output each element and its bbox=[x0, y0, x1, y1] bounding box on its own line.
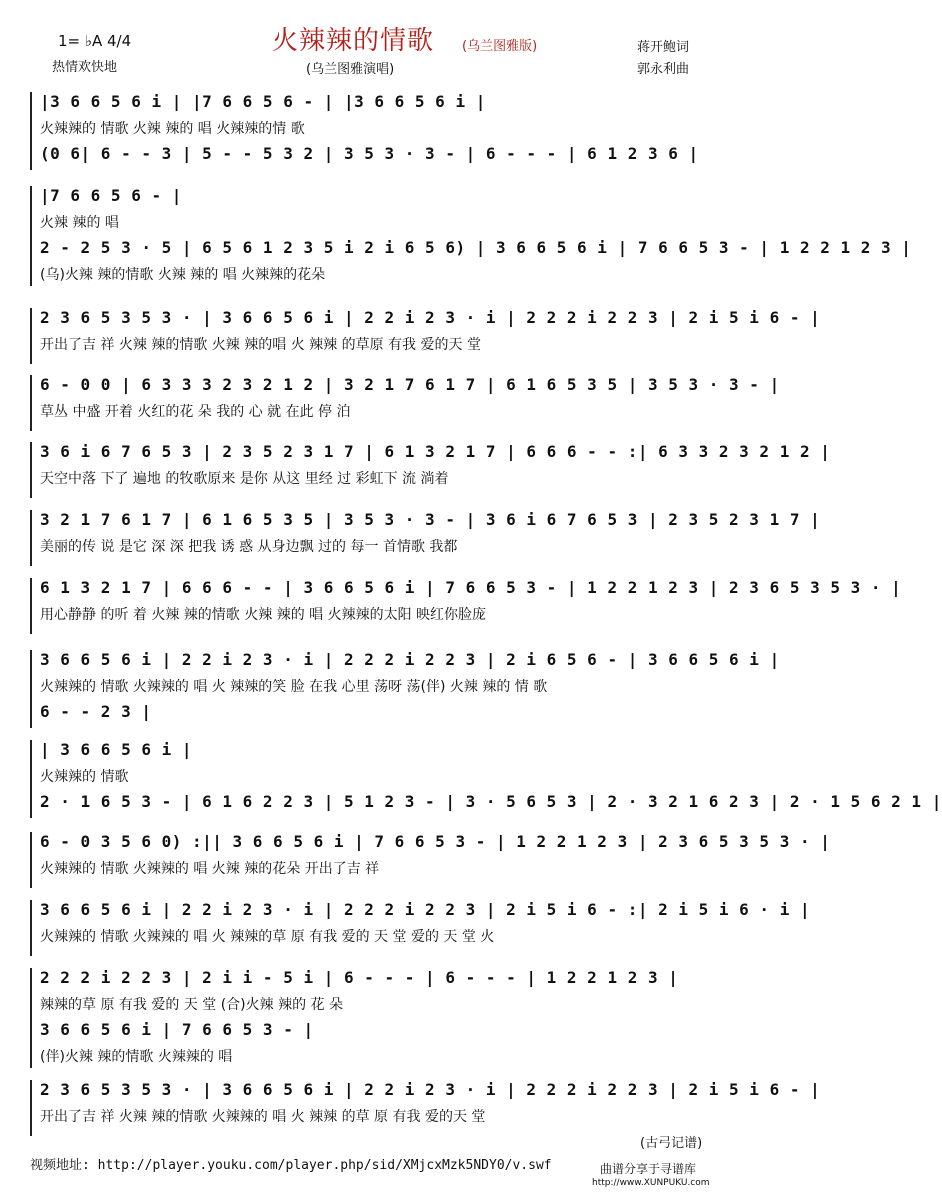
system-bracket bbox=[30, 832, 32, 888]
composer-credit: 郭永利曲 bbox=[637, 62, 690, 77]
notation-line-secondary: 2 · 1 6 5 3 - | 6 1 6 2 2 3 | 5 1 2 3 - | 3 · 5 6 5 3 | 2 · 3 2 1 6 2 3 | 2 · 1 5 6 2 1 | bbox=[40, 792, 942, 811]
notation-line: 3 6 6 5 6 i | 2 2 i 2 3 · i | 2 2 2 i 2 2 3 | 2 i 5 i 6 - :| 2 i 5 i 6 · i | bbox=[40, 900, 811, 919]
system-bracket bbox=[30, 442, 32, 498]
lyrics-line-secondary: (乌)火辣 辣的情歌 火辣 辣的 唱 火辣辣的花朵 bbox=[40, 267, 326, 283]
lyrics-line: 火辣辣的 情歌 火辣辣的 唱 火 辣辣的笑 脸 在我 心里 荡呀 荡(伴) 火辣 辣的 情 歌 bbox=[40, 679, 548, 695]
notation-line: |7 6 6 5 6 - | bbox=[40, 186, 182, 205]
lyrics-line: 火辣辣的 情歌 火辣辣的 唱 火 辣辣的草 原 有我 爱的 天 堂 爱的 天 堂 火 bbox=[40, 929, 495, 945]
watermark-url: http://www.XUNPUKU.com bbox=[592, 1178, 710, 1188]
lyrics-line: 开出了吉 祥 火辣 辣的情歌 火辣 辣的唱 火 辣辣 的草原 有我 爱的天 堂 bbox=[40, 337, 481, 353]
lyricist-credit: 蒋开鲍词 bbox=[637, 40, 690, 55]
lyrics-line: 火辣辣的 情歌 bbox=[40, 769, 129, 785]
notation-line: 3 2 1 7 6 1 7 | 6 1 6 5 3 5 | 3 5 3 · 3 - | 3 6 i 6 7 6 5 3 | 2 3 5 2 3 1 7 | bbox=[40, 510, 821, 529]
tempo-mood: 热情欢快地 bbox=[52, 60, 118, 75]
notation-line: | 3 6 6 5 6 i | bbox=[40, 740, 192, 759]
system-bracket bbox=[30, 186, 32, 286]
notation-line: 2 3 6 5 3 5 3 · | 3 6 6 5 6 i | 2 2 i 2 3 · i | 2 2 2 i 2 2 3 | 2 i 5 i 6 - | bbox=[40, 1080, 821, 1099]
song-subtitle: (乌兰图雅版) bbox=[462, 39, 538, 54]
notation-line-secondary: 3 6 6 5 6 i | 7 6 6 5 3 - | bbox=[40, 1020, 314, 1039]
system-bracket bbox=[30, 510, 32, 566]
song-title: 火辣辣的情歌 bbox=[272, 26, 435, 56]
system-bracket bbox=[30, 740, 32, 818]
key-signature: 1= ♭A 4/4 bbox=[58, 32, 132, 50]
lyrics-line: 火辣 辣的 唱 bbox=[40, 215, 119, 231]
notation-line: 2 2 2 i 2 2 3 | 2 i i - 5 i | 6 - - - | 6 - - - | 1 2 2 1 2 3 | bbox=[40, 968, 679, 987]
lyrics-line: 辣辣的草 原 有我 爱的 天 堂 (合)火辣 辣的 花 朵 bbox=[40, 997, 343, 1013]
notation-line: 3 6 6 5 6 i | 2 2 i 2 3 · i | 2 2 2 i 2 2 3 | 2 i 6 5 6 - | 3 6 6 5 6 i | bbox=[40, 650, 780, 669]
notation-line: 6 1 3 2 1 7 | 6 6 6 - - | 3 6 6 5 6 i | 7 6 6 5 3 - | 1 2 2 1 2 3 | 2 3 6 5 3 5 3 · | bbox=[40, 578, 902, 597]
system-bracket bbox=[30, 578, 32, 634]
system-bracket bbox=[30, 1080, 32, 1136]
system-bracket bbox=[30, 375, 32, 431]
notation-line: 2 3 6 5 3 5 3 · | 3 6 6 5 6 i | 2 2 i 2 3 · i | 2 2 2 i 2 2 3 | 2 i 5 i 6 - | bbox=[40, 308, 821, 327]
lyrics-line: 用心静静 的听 着 火辣 辣的情歌 火辣 辣的 唱 火辣辣的太阳 映红你脸庞 bbox=[40, 607, 487, 623]
notation-line: 6 - 0 3 5 6 0) :|| 3 6 6 5 6 i | 7 6 6 5 3 - | 1 2 2 1 2 3 | 2 3 6 5 3 5 3 · | bbox=[40, 832, 831, 851]
lyrics-line: 火辣辣的 情歌 火辣 辣的 唱 火辣辣的情 歌 bbox=[40, 121, 305, 137]
singer-credit: (乌兰图雅演唱) bbox=[306, 62, 395, 77]
notation-line-secondary: 6 - - 2 3 | bbox=[40, 702, 152, 721]
lyrics-line: 美丽的传 说 是它 深 深 把我 诱 惑 从身边飘 过的 每一 首情歌 我都 bbox=[40, 539, 458, 555]
watermark-title: 曲谱分享于寻谱库 bbox=[600, 1162, 697, 1176]
notation-line: |3 6 6 5 6 i | |7 6 6 5 6 - | |3 6 6 5 6 i | bbox=[40, 92, 486, 111]
system-bracket bbox=[30, 92, 32, 170]
notation-line: 3 6 i 6 7 6 5 3 | 2 3 5 2 3 1 7 | 6 1 3 2 1 7 | 6 6 6 - - :| 6 3 3 2 3 2 1 2 | bbox=[40, 442, 831, 461]
notation-line-secondary: (0 6| 6 - - 3 | 5 - - 5 3 2 | 3 5 3 · 3 - | 6 - - - | 6 1 2 3 6 | bbox=[40, 144, 699, 163]
lyrics-line-secondary: (伴)火辣 辣的情歌 火辣辣的 唱 bbox=[40, 1049, 233, 1065]
system-bracket bbox=[30, 900, 32, 956]
score-note: (古弓记谱) bbox=[640, 1136, 703, 1151]
notation-line-secondary: 2 - 2 5 3 · 5 | 6 5 6 1 2 3 5 i 2 i 6 5 6) | 3 6 6 5 6 i | 7 6 6 5 3 - | 1 2 2 1 2 3 | bbox=[40, 238, 912, 257]
lyrics-line: 火辣辣的 情歌 火辣辣的 唱 火辣 辣的花朵 开出了吉 祥 bbox=[40, 861, 380, 877]
system-bracket bbox=[30, 968, 32, 1068]
notation-line: 6 - 0 0 | 6 3 3 3 2 3 2 1 2 | 3 2 1 7 6 1 7 | 6 1 6 5 3 5 | 3 5 3 · 3 - | bbox=[40, 375, 780, 394]
lyrics-line: 开出了吉 祥 火辣 辣的情歌 火辣辣的 唱 火 辣辣 的草 原 有我 爱的天 堂 bbox=[40, 1109, 486, 1125]
system-bracket bbox=[30, 650, 32, 728]
system-bracket bbox=[30, 308, 32, 364]
video-link[interactable]: 视频地址: http://player.youku.com/player.php/sid/XMjcxMzk5NDY0/v.swf bbox=[30, 1158, 552, 1173]
lyrics-line: 天空中落 下了 遍地 的牧歌原来 是你 从这 里经 过 彩虹下 流 淌着 bbox=[40, 471, 449, 487]
lyrics-line: 草丛 中盛 开着 火红的花 朵 我的 心 就 在此 停 泊 bbox=[40, 404, 351, 420]
